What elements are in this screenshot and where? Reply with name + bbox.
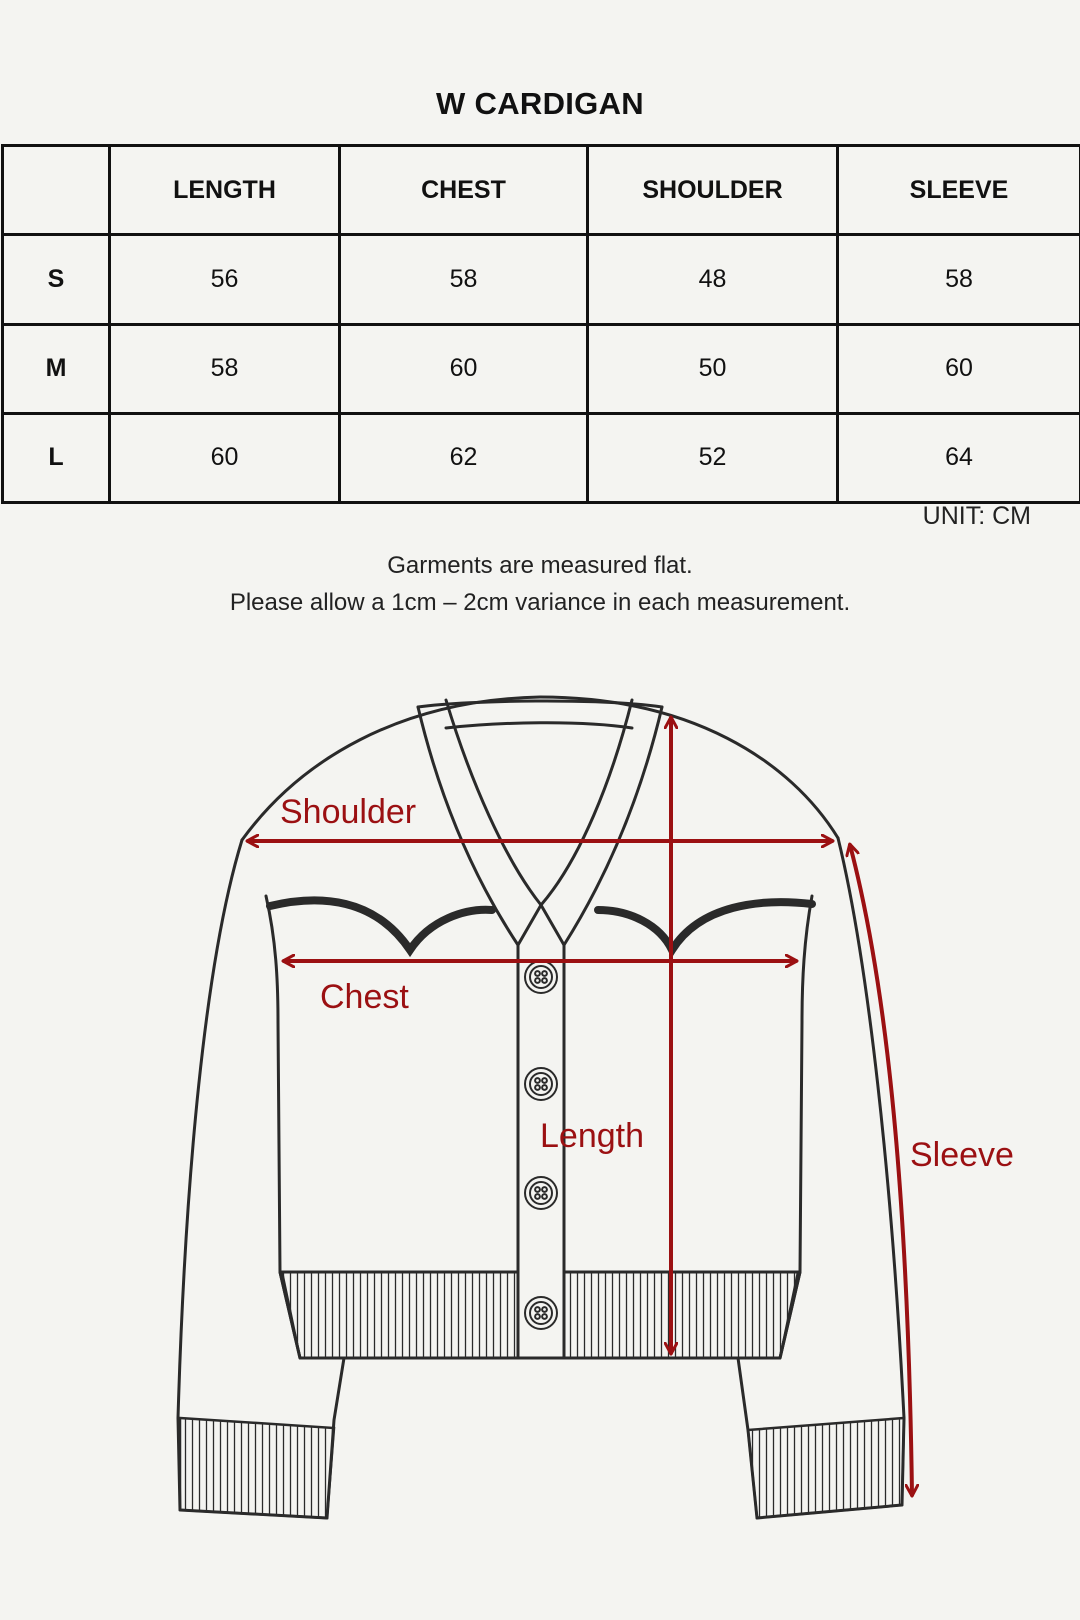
button <box>525 1177 557 1209</box>
right-sleeve <box>738 838 904 1518</box>
cell-shoulder: 52 <box>588 413 838 502</box>
cell-chest: 62 <box>340 413 588 502</box>
cell-shoulder: 50 <box>588 324 838 413</box>
header-length: LENGTH <box>110 146 340 235</box>
size-label: S <box>3 235 110 324</box>
left-sleeve <box>178 840 344 1518</box>
cell-chest: 60 <box>340 324 588 413</box>
cell-chest: 58 <box>340 235 588 324</box>
cell-sleeve: 60 <box>838 324 1080 413</box>
size-label: M <box>3 324 110 413</box>
collar-tip-right <box>541 905 564 945</box>
body-left-side <box>266 896 278 1022</box>
header-sleeve: SLEEVE <box>838 146 1080 235</box>
cell-length: 60 <box>110 413 340 502</box>
button <box>525 961 557 993</box>
unit-label: UNIT: CM <box>922 502 1031 530</box>
measurement-note-flat: Garments are measured flat. <box>387 552 693 579</box>
cell-sleeve: 58 <box>838 235 1080 324</box>
sleeve-label: Sleeve <box>910 1136 1014 1174</box>
collar-tip-left <box>518 905 541 945</box>
right-cuff-rib <box>748 1418 904 1518</box>
measurement-note-variance: Please allow a 1cm – 2cm variance in each measurement. <box>229 589 851 616</box>
collar-inner-right <box>541 700 632 905</box>
button <box>525 1068 557 1100</box>
button <box>525 1297 557 1329</box>
body-right-side <box>802 896 812 1022</box>
cell-length: 58 <box>110 324 340 413</box>
collar-inner-left <box>446 700 541 905</box>
page-title: W CARDIGAN <box>436 86 644 121</box>
hem-rib-right <box>564 1272 798 1358</box>
shoulder-label: Shoulder <box>280 793 417 831</box>
chest-label: Chest <box>320 978 409 1016</box>
back-neck-inner <box>446 723 632 728</box>
header-shoulder: SHOULDER <box>588 146 838 235</box>
size-label: L <box>3 413 110 502</box>
cell-shoulder: 48 <box>588 235 838 324</box>
hem-rib-left <box>282 1272 518 1358</box>
header-chest: CHEST <box>340 146 588 235</box>
left-cuff-rib <box>180 1418 334 1518</box>
cell-length: 56 <box>110 235 340 324</box>
cell-sleeve: 64 <box>838 413 1080 502</box>
length-label: Length <box>540 1117 644 1155</box>
